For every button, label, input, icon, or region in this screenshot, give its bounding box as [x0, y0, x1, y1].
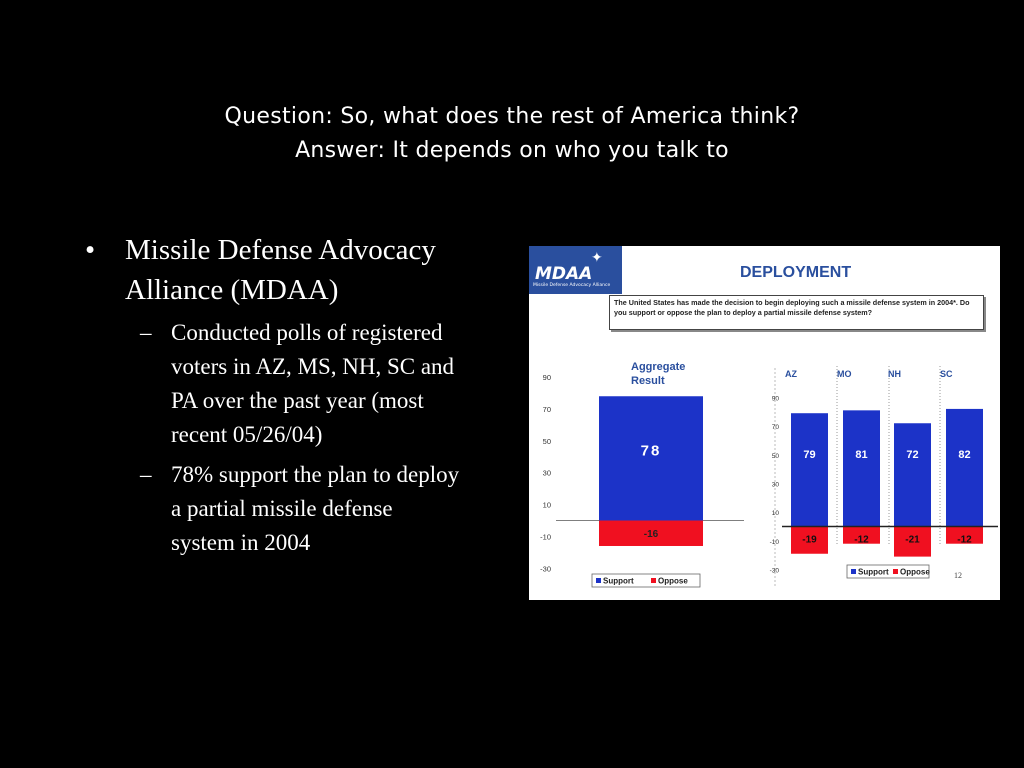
- legend-swatch-support: [851, 569, 856, 574]
- legend-swatch-support: [596, 578, 601, 583]
- data-label-oppose: -19: [802, 534, 817, 546]
- sub-bullet-item: [140, 458, 460, 560]
- y-tick-label: 50: [771, 452, 779, 460]
- y-tick-label: 70: [542, 404, 551, 414]
- star-icon: ✦: [591, 251, 603, 266]
- logo-subtext: Missile Defense Advocacy Alliance: [533, 283, 611, 288]
- y-tick-label: 10: [771, 510, 779, 518]
- sub-bullet-text: 78% support the plan to deploy a partial missile defense system in 2004: [171, 462, 460, 555]
- title-answer: Answer: It depends on who you talk to: [295, 138, 729, 163]
- sub-bullet-text: Conducted polls of registered voters in AZ, MS, NH, SC and PA over the past year (most recent 05/26/04): [171, 320, 455, 447]
- data-label-support: 79: [803, 449, 816, 461]
- bar-support: [791, 413, 828, 526]
- bar-support: [843, 410, 880, 526]
- y-tick-label: 10: [542, 500, 551, 510]
- logo-text: MDAA: [535, 264, 593, 284]
- category-label: NH: [888, 369, 901, 379]
- data-label-oppose: -21: [905, 534, 920, 546]
- data-label-oppose: -12: [957, 534, 972, 546]
- y-tick-label: 30: [771, 481, 779, 489]
- panel-title: Result: [631, 375, 665, 387]
- sub-bullet-dash: –: [140, 462, 152, 487]
- legend-swatch-oppose: [893, 569, 898, 574]
- bullet-list: [85, 230, 505, 560]
- legend-label-oppose: Oppose: [658, 576, 688, 586]
- figure-title: DEPLOYMENT: [740, 264, 852, 281]
- data-label-support: 72: [906, 449, 919, 461]
- bar-support: [946, 409, 983, 527]
- bullet-dot: •: [85, 234, 96, 266]
- data-label-support: 78: [640, 442, 662, 460]
- y-tick-label: -30: [540, 564, 551, 574]
- slide-title: [0, 100, 1024, 168]
- bar-support: [894, 423, 931, 526]
- y-tick-label: -10: [540, 532, 551, 542]
- survey-question: The United States has made the decision to begin deploying such a missile defense system in 2004*. Do you support or oppose the plan to deploy a partial missile defense system?: [609, 295, 984, 330]
- chart-svg: [529, 246, 1000, 600]
- title-question: Question: So, what does the rest of America think?: [224, 104, 800, 129]
- y-tick-label: 90: [542, 373, 551, 383]
- category-label: SC: [940, 369, 953, 379]
- chart-figure: [529, 246, 1000, 600]
- legend-label-support: Support: [603, 576, 634, 586]
- legend-swatch-oppose: [651, 578, 656, 583]
- category-label: MO: [837, 369, 852, 379]
- y-tick-label: 70: [771, 424, 779, 432]
- data-label-support: 81: [855, 449, 868, 461]
- y-tick-label: 30: [542, 468, 551, 478]
- data-label-oppose: -12: [854, 534, 869, 546]
- page-number: 12: [954, 571, 962, 580]
- y-tick-label: 50: [542, 436, 551, 446]
- bullet-item: [85, 230, 505, 310]
- legend-label-support: Support: [858, 567, 889, 577]
- legend-label-oppose: Oppose: [900, 567, 930, 577]
- y-tick-label: -30: [769, 567, 779, 575]
- data-label-support: 82: [958, 449, 971, 461]
- panel-title: Aggregate: [631, 361, 686, 373]
- data-label-oppose: -16: [643, 529, 659, 541]
- bullet-text: Missile Defense Advocacy Alliance (MDAA): [125, 234, 436, 306]
- y-tick-label: -10: [769, 538, 779, 546]
- sub-bullet-dash: –: [140, 320, 152, 345]
- sub-bullet-item: [140, 316, 460, 452]
- category-label: AZ: [785, 369, 797, 379]
- y-tick-label: 90: [771, 395, 779, 403]
